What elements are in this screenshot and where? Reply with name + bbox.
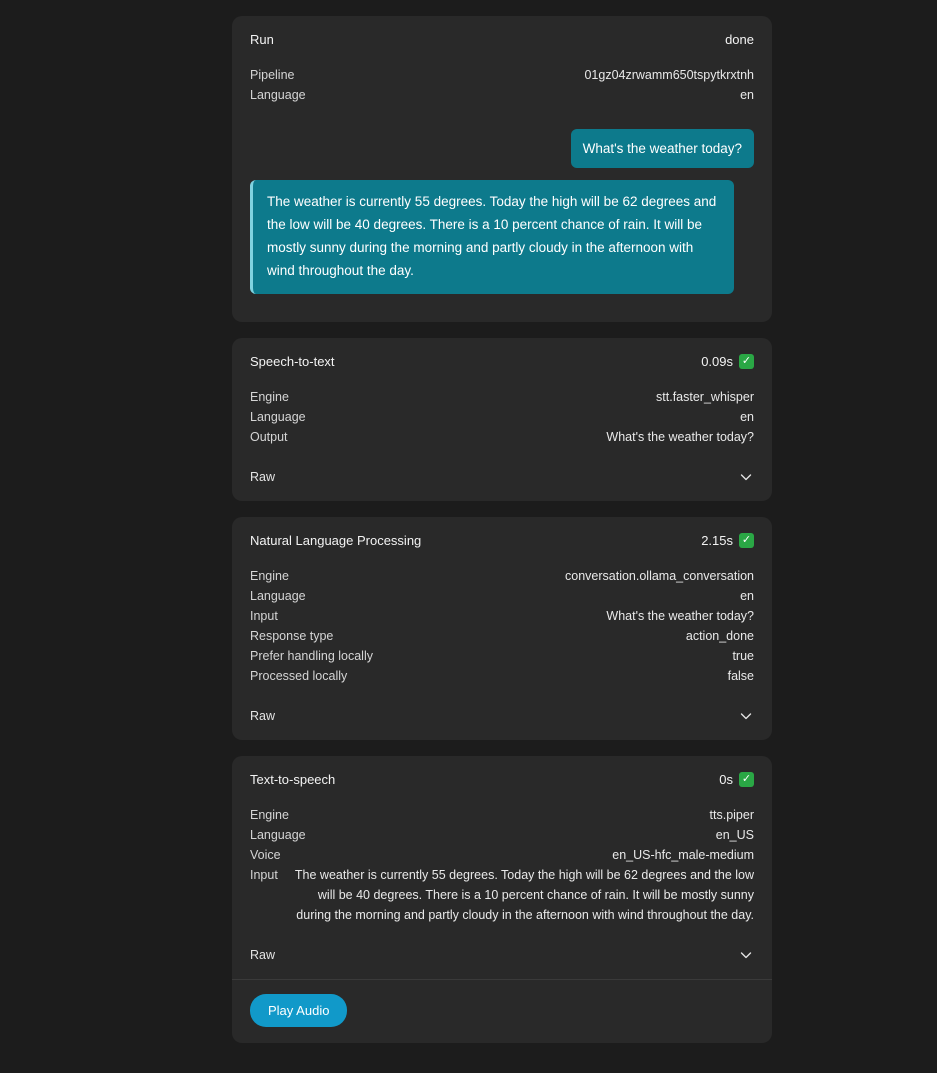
- nlp-field-input-value: What's the weather today?: [606, 609, 754, 623]
- tts-field-engine-value: tts.piper: [709, 808, 754, 822]
- nlp-raw-label: Raw: [250, 709, 276, 723]
- user-message-row: [250, 129, 754, 168]
- stt-field-output: [250, 427, 754, 447]
- assistant-message-row: [250, 180, 754, 294]
- conversation-bubbles: [250, 129, 754, 294]
- stt-field-language-label: Language: [250, 410, 306, 424]
- run-card: [232, 16, 772, 322]
- nlp-card-header: [250, 533, 754, 548]
- tts-field-engine-label: Engine: [250, 808, 289, 822]
- nlp-card-status: [701, 533, 754, 548]
- chevron-down-icon[interactable]: [738, 469, 754, 485]
- bottom-spacer: [232, 1059, 772, 1073]
- stt-field-language: [250, 407, 754, 427]
- text-to-speech-card: [232, 756, 772, 1043]
- nlp-field-prefer-local: [250, 646, 754, 666]
- tts-field-input-label: Input: [250, 868, 278, 882]
- tts-card-status: [719, 772, 754, 787]
- tts-duration: 0s: [719, 772, 733, 787]
- run-field-language-label: Language: [250, 88, 306, 102]
- stt-raw-toggle[interactable]: [250, 465, 754, 485]
- nlp-field-language-label: Language: [250, 589, 306, 603]
- nlp-raw-toggle[interactable]: [250, 704, 754, 724]
- run-field-language-value: en: [740, 88, 754, 102]
- assistant-message-bubble: The weather is currently 55 degrees. Today the high will be 62 degrees and the low will be 40 degrees. There is a 10 percent chance of rain. It will be mostly sunny during the morning and partly cloudy in the afternoon with wind throughout the day.: [250, 180, 734, 294]
- tts-field-voice-label: Voice: [250, 848, 281, 862]
- user-message-bubble: What's the weather today?: [571, 129, 754, 168]
- nlp-duration: 2.15s: [701, 533, 733, 548]
- cards-column: [232, 16, 772, 1073]
- stt-card-status: [701, 354, 754, 369]
- chevron-down-icon[interactable]: [738, 708, 754, 724]
- stt-card-header: [250, 354, 754, 369]
- run-card-title: Run: [250, 32, 274, 47]
- nlp-field-processed-local: [250, 666, 754, 686]
- check-badge-icon: ✓: [739, 354, 754, 369]
- nlp-field-engine-label: Engine: [250, 569, 289, 583]
- stt-field-engine: [250, 387, 754, 407]
- check-badge-icon: ✓: [739, 772, 754, 787]
- stt-field-language-value: en: [740, 410, 754, 424]
- stt-field-engine-value: stt.faster_whisper: [656, 390, 754, 404]
- stt-field-output-label: Output: [250, 430, 288, 444]
- tts-field-language-label: Language: [250, 828, 306, 842]
- nlp-field-response-type: [250, 626, 754, 646]
- chevron-down-icon[interactable]: [738, 947, 754, 963]
- run-field-pipeline: [250, 65, 754, 85]
- run-card-header: [250, 32, 754, 47]
- stt-field-output-value: What's the weather today?: [606, 430, 754, 444]
- nlp-field-language: [250, 586, 754, 606]
- nlp-field-engine-value: conversation.ollama_conversation: [565, 569, 754, 583]
- nlp-field-input: [250, 606, 754, 626]
- tts-card-header: [250, 772, 754, 787]
- run-field-language: [250, 85, 754, 105]
- nlp-field-response-type-value: action_done: [685, 629, 754, 643]
- nlp-field-processed-local-value: false: [727, 669, 754, 683]
- nlp-field-response-type-label: Response type: [250, 629, 334, 643]
- tts-field-input-value: The weather is currently 55 degrees. Today the high will be 62 degrees and the low will be 40 degrees. There is a 10 percent chance of rain. It will be mostly sunny during the morning and partly cloudy in the afternoon with wind throughout the day.: [294, 868, 754, 922]
- stt-field-engine-label: Engine: [250, 390, 289, 404]
- stt-card-title: Speech-to-text: [250, 354, 335, 369]
- run-status-text: done: [725, 32, 754, 47]
- stt-raw-label: Raw: [250, 470, 276, 484]
- check-badge-icon: ✓: [739, 533, 754, 548]
- tts-field-engine: [250, 805, 754, 825]
- tts-field-language-value: en_US: [715, 828, 754, 842]
- run-card-status: [725, 32, 754, 47]
- tts-field-voice: [250, 845, 754, 865]
- speech-to-text-card: [232, 338, 772, 501]
- nlp-field-language-value: en: [740, 589, 754, 603]
- nlp-field-prefer-local-value: true: [732, 649, 754, 663]
- tts-field-input: [250, 865, 754, 925]
- play-audio-button[interactable]: Play Audio: [250, 994, 347, 1027]
- nlp-card: [232, 517, 772, 740]
- tts-field-voice-value: en_US-hfc_male-medium: [612, 848, 754, 862]
- tts-card-title: Text-to-speech: [250, 772, 336, 787]
- tts-card-footer: [250, 980, 754, 1027]
- run-field-pipeline-label: Pipeline: [250, 68, 295, 82]
- tts-raw-toggle[interactable]: [250, 943, 754, 963]
- nlp-card-title: Natural Language Processing: [250, 533, 422, 548]
- tts-field-language: [250, 825, 754, 845]
- nlp-field-processed-local-label: Processed locally: [250, 669, 348, 683]
- run-field-pipeline-value: 01gz04zrwamm650tspytkrxtnh: [584, 68, 754, 82]
- nlp-field-prefer-local-label: Prefer handling locally: [250, 649, 373, 663]
- nlp-field-engine: [250, 566, 754, 586]
- tts-raw-label: Raw: [250, 948, 276, 962]
- nlp-field-input-label: Input: [250, 609, 278, 623]
- stt-duration: 0.09s: [701, 354, 733, 369]
